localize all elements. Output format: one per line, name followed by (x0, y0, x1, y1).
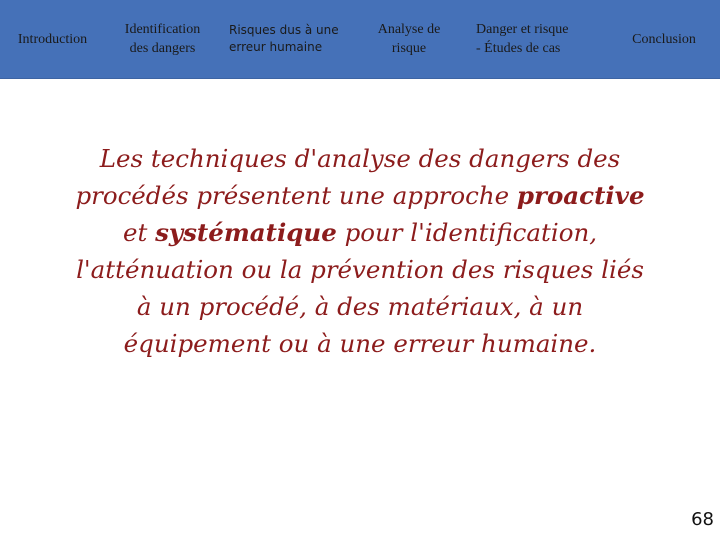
nav-identification-label: Identification des dangers (124, 22, 201, 56)
slide-body-text (70, 140, 650, 362)
nav-conclusion[interactable] (608, 0, 720, 78)
body-text-part1: Les techniques d'analyse des dangers des procédés présentent une approche (75, 144, 621, 210)
nav-danger-et-risque[interactable] (468, 0, 606, 78)
nav-analyse-de-risque[interactable] (360, 0, 458, 78)
section-navbar (0, 0, 720, 79)
nav-conclusion-label: Conclusion (632, 31, 696, 47)
nav-analyse-label: Analyse de risque (377, 22, 441, 56)
nav-introduction-label: Introduction (17, 31, 88, 47)
nav-identification-des-dangers[interactable] (105, 0, 220, 78)
body-text-part2: et (122, 218, 156, 247)
nav-risques-erreur-humaine[interactable] (229, 0, 359, 78)
body-bold-proactive: proactive (516, 181, 645, 210)
nav-introduction[interactable] (0, 0, 105, 78)
slide-number: 68 (691, 509, 714, 530)
body-text-part3: pour l'identification, l'atténuation ou la prévention des risques liés à un procédé, à des matériaux, à un équipement ou à une erreur humaine. (76, 218, 644, 358)
body-bold-systematique: systématique (155, 218, 337, 247)
nav-risques-label: Risques dus à une erreur humaine (229, 23, 339, 54)
nav-danger-label: Danger et risque - Études de cas (476, 22, 569, 56)
